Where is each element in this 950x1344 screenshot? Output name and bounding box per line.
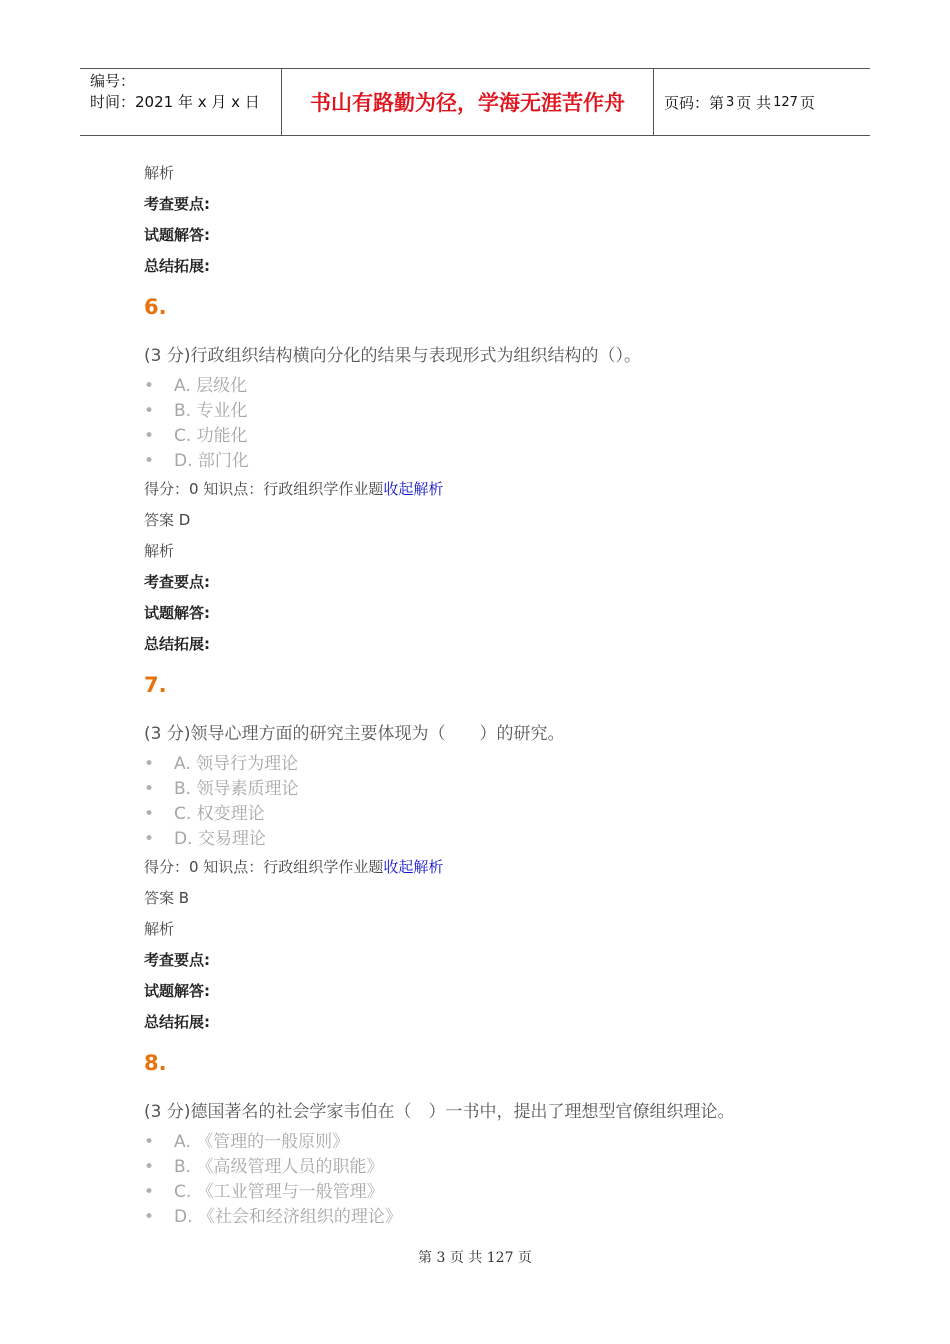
page-footer: 第 3 页 共 127 页: [418, 1250, 532, 1266]
page-suffix: 页: [799, 93, 815, 112]
collapse-analysis-link[interactable]: 收起解析: [383, 480, 444, 498]
bullet-icon: •: [144, 376, 155, 396]
page-header: [80, 68, 870, 136]
option-label: C. 《工业管理与一般管理》: [174, 1182, 384, 1202]
summary-label: 总结拓展:: [144, 635, 210, 653]
option-label: B. 领导素质理论: [174, 779, 299, 799]
summary-label: 总结拓展:: [144, 1013, 210, 1031]
answer-text: 答案 B: [144, 889, 190, 907]
bullet-icon: •: [144, 401, 155, 421]
option-a[interactable]: [144, 749, 298, 774]
option-label: A. 《管理的一般原则》: [174, 1132, 350, 1152]
key-points-label: 考查要点:: [144, 195, 210, 213]
option-d[interactable]: [144, 1202, 402, 1227]
option-label: D. 《社会和经济组织的理论》: [174, 1207, 402, 1227]
option-label: B. 专业化: [174, 401, 248, 421]
page-prefix: 页码：第: [664, 93, 725, 112]
analysis-label: 解析: [144, 920, 175, 938]
collapse-analysis-link[interactable]: 收起解析: [383, 858, 444, 876]
bullet-icon: •: [144, 1207, 155, 1227]
option-b[interactable]: [144, 1152, 383, 1177]
header-meta: [80, 69, 281, 135]
option-b[interactable]: [144, 774, 298, 799]
bullet-icon: •: [144, 1182, 155, 1202]
header-motto: 书山有路勤为径，学海无涯苦作舟: [281, 69, 654, 135]
question-stem: (3 分)行政组织结构横向分化的结果与表现形式为组织结构的（）。: [144, 346, 641, 366]
option-d[interactable]: [144, 446, 249, 471]
analysis-label: 解析: [144, 164, 175, 182]
option-a[interactable]: [144, 1127, 349, 1152]
question-number: 8.: [144, 1051, 167, 1075]
bullet-icon: •: [144, 779, 155, 799]
answer-detail-label: 试题解答:: [144, 226, 210, 244]
header-page-info: [654, 69, 870, 135]
bullet-icon: •: [144, 1157, 155, 1177]
bullet-icon: •: [144, 451, 155, 471]
question-number: 6.: [144, 295, 167, 319]
option-label: B. 《高级管理人员的职能》: [174, 1157, 384, 1177]
bullet-icon: •: [144, 426, 155, 446]
option-label: D. 部门化: [174, 451, 249, 471]
option-d[interactable]: [144, 824, 266, 849]
option-b[interactable]: [144, 396, 247, 421]
option-label: A. 领导行为理论: [174, 754, 299, 774]
analysis-label: 解析: [144, 542, 175, 560]
answer-detail-label: 试题解答:: [144, 604, 210, 622]
summary-label: 总结拓展:: [144, 257, 210, 275]
score-line: [144, 856, 443, 877]
answer-detail-label: 试题解答:: [144, 982, 210, 1000]
answer-text: 答案 D: [144, 511, 191, 529]
score-text: 得分：0 知识点：行政组织学作业题: [144, 858, 384, 876]
question-number: 7.: [144, 673, 167, 697]
bullet-icon: •: [144, 1132, 155, 1152]
option-c[interactable]: [144, 1177, 384, 1202]
option-a[interactable]: [144, 371, 247, 396]
page-number: 3: [726, 94, 735, 110]
option-label: C. 权变理论: [174, 804, 265, 824]
page-mid: 页 共: [736, 93, 772, 112]
score-text: 得分：0 知识点：行政组织学作业题: [144, 480, 384, 498]
option-label: D. 交易理论: [174, 829, 266, 849]
header-date: 时间：2021 年 x 月 x 日: [90, 93, 260, 111]
key-points-label: 考查要点:: [144, 951, 210, 969]
option-c[interactable]: [144, 799, 265, 824]
option-label: C. 功能化: [174, 426, 248, 446]
question-stem: (3 分)德国著名的社会学家韦伯在（ ）一书中，提出了理想型官僚组织理论。: [144, 1102, 735, 1122]
score-line: [144, 478, 443, 499]
option-label: A. 层级化: [174, 376, 248, 396]
page-total: 127: [773, 94, 798, 110]
option-c[interactable]: [144, 421, 248, 446]
bullet-icon: •: [144, 829, 155, 849]
key-points-label: 考查要点:: [144, 573, 210, 591]
bullet-icon: •: [144, 754, 155, 774]
question-stem: (3 分)领导心理方面的研究主要体现为（ ）的研究。: [144, 724, 565, 744]
header-code: 编号：: [90, 72, 136, 90]
bullet-icon: •: [144, 804, 155, 824]
